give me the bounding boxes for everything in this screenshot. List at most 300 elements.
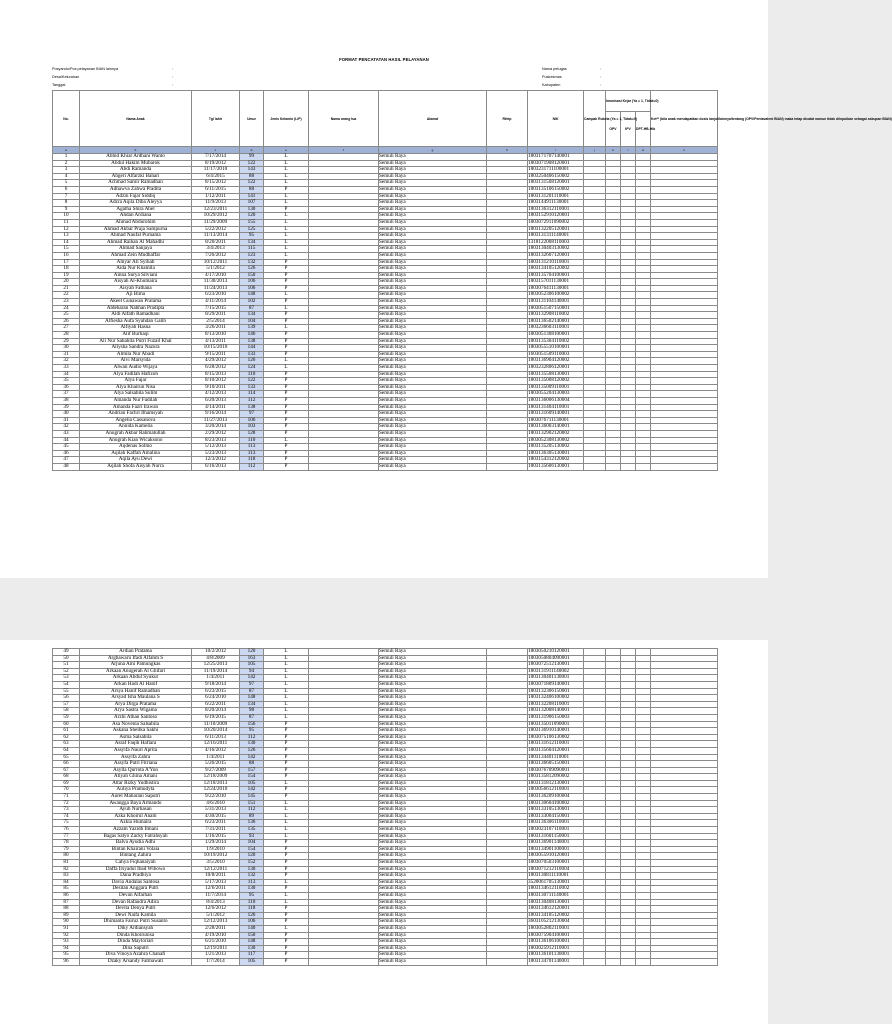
cell-alamat: Semuli Raya: [379, 919, 487, 926]
cell-rt-rw: [487, 160, 528, 167]
cell-ipv: [621, 675, 636, 682]
cell-alamat: Semuli Raya: [379, 213, 487, 220]
cell-opv: [606, 154, 621, 161]
cell-rt-rw: [487, 186, 528, 193]
cell-ipv: [621, 193, 636, 200]
cell-rt-rw: [487, 714, 528, 721]
cell-tgl-lahir: 5/17/2013: [192, 879, 240, 886]
cell-campak: [584, 668, 606, 675]
cell-ket: [651, 655, 718, 662]
cell-alamat: Semuli Raya: [379, 345, 487, 352]
cell-alamat: Semuli Raya: [379, 239, 487, 246]
cell-dpt: [636, 239, 651, 246]
cell-jenis-kelamin: L: [264, 305, 309, 312]
cell-nama: Aji Bima: [80, 292, 192, 299]
cell-opv: [606, 780, 621, 787]
cell-jenis-kelamin: L: [264, 437, 309, 444]
cell-nama-orang-tua: [309, 945, 379, 952]
cell-tgl-lahir: 7/26/2012: [192, 252, 240, 259]
cell-ipv: [621, 457, 636, 464]
cell-alamat: Semuli Raya: [379, 246, 487, 253]
cell-nik: 1803136209100004: [528, 794, 584, 801]
cell-nama-orang-tua: [309, 886, 379, 893]
cell-dpt: [636, 879, 651, 886]
cell-ket: [651, 444, 718, 451]
cell-alamat: Semuli Raya: [379, 154, 487, 161]
cell-alamat: Semuli Raya: [379, 325, 487, 332]
cell-opv: [606, 160, 621, 167]
cell-campak: [584, 695, 606, 702]
cell-nik: 1803072512130001: [528, 662, 584, 669]
cell-no: 1: [53, 154, 80, 161]
cell-ket: [651, 846, 718, 853]
cell-dpt: [636, 444, 651, 451]
cell-tgl-lahir: 8/4/2013: [192, 899, 240, 906]
cell-opv: [606, 879, 621, 886]
cell-dpt: [636, 345, 651, 352]
cell-nik: 1803052802110001: [528, 925, 584, 932]
cell-alamat: Semuli Raya: [379, 160, 487, 167]
cell-campak: [584, 734, 606, 741]
cell-nama: Dhimanta Fairuz Putri Susanto: [80, 919, 192, 926]
cell-nama: Alfiyah Hasna: [80, 325, 192, 332]
cell-nik: 1803056612110001: [528, 787, 584, 794]
cell-nama: Azka Khoirul Anam: [80, 813, 192, 820]
cell-nik: 1803136910140001: [528, 728, 584, 735]
cell-campak: [584, 754, 606, 761]
cell-nik: 1803052308130002: [528, 437, 584, 444]
cell-ipv: [621, 397, 636, 404]
cell-tgl-lahir: 5/26/2015: [192, 761, 240, 768]
cell-nik: 1803136006130004: [528, 397, 584, 404]
cell-nama-orang-tua: [309, 332, 379, 339]
cell-no: 35: [53, 378, 80, 385]
cell-ket: [651, 404, 718, 411]
cell-opv: [606, 827, 621, 834]
cell-nik: 1803133004150001: [528, 813, 584, 820]
cell-nama: Attar Rizky Yudhistira: [80, 780, 192, 787]
cell-ket: [651, 708, 718, 715]
cell-jenis-kelamin: L: [264, 226, 309, 233]
cell-dpt: [636, 378, 651, 385]
cell-campak: [584, 213, 606, 220]
header-colon: :: [600, 75, 602, 79]
cell-jenis-kelamin: P: [264, 186, 309, 193]
cell-rt-rw: [487, 246, 528, 253]
cell-alamat: Semuli Raya: [379, 279, 487, 286]
cell-opv: [606, 681, 621, 688]
cell-campak: [584, 332, 606, 339]
cell-dpt: [636, 767, 651, 774]
cell-nama-orang-tua: [309, 463, 379, 470]
cell-alamat: Semuli Raya: [379, 708, 487, 715]
cell-tgl-lahir: 3/20/2014: [192, 424, 240, 431]
cell-nama: Almila Nur Abadi: [80, 351, 192, 358]
cell-jenis-kelamin: P: [264, 939, 309, 946]
cell-nik: 1803076411130001: [528, 285, 584, 292]
cell-opv: [606, 312, 621, 319]
column-index-cell: i: [528, 147, 584, 154]
cell-alamat: Semuli Raya: [379, 892, 487, 899]
cell-nama-orang-tua: [309, 767, 379, 774]
cell-nik: 1803250406150002: [528, 173, 584, 180]
cell-dpt: [636, 365, 651, 372]
cell-alamat: Semuli Raya: [379, 741, 487, 748]
cell-tgl-lahir: 3/5/2010: [192, 860, 240, 867]
cell-nik: 1803131508120001: [528, 180, 584, 187]
cell-opv: [606, 186, 621, 193]
cell-ipv: [621, 853, 636, 860]
cell-alamat: Semuli Raya: [379, 259, 487, 266]
cell-nama: Dzaky Arsandy Fatmawati: [80, 958, 192, 965]
cell-nama: Ahmad Zein Mudhaffar: [80, 252, 192, 259]
cell-rt-rw: [487, 945, 528, 952]
cell-nik: 1803134612110002: [528, 886, 584, 893]
cell-nama: Devan Alfarhan: [80, 892, 192, 899]
cell-campak: [584, 384, 606, 391]
cell-tgl-lahir: 11/17/2010: [192, 167, 240, 174]
cell-tgl-lahir: 11/10/2009: [192, 721, 240, 728]
cell-opv: [606, 206, 621, 213]
cell-nama-orang-tua: [309, 820, 379, 827]
cell-nama-orang-tua: [309, 312, 379, 319]
cell-nik: 1803135009110001: [528, 384, 584, 391]
cell-jenis-kelamin: P: [264, 312, 309, 319]
cell-dpt: [636, 193, 651, 200]
cell-ket: [651, 945, 718, 952]
cell-ket: [651, 226, 718, 233]
column-index-cell: m: [636, 147, 651, 154]
cell-ipv: [621, 463, 636, 470]
cell-dpt: [636, 721, 651, 728]
cell-no: 52: [53, 668, 80, 675]
cell-nama: Abgeri Alfarzki Bahari: [80, 173, 192, 180]
cell-ket: [651, 417, 718, 424]
cell-no: 75: [53, 820, 80, 827]
cell-umur: 87: [240, 688, 264, 695]
cell-alamat: Semuli Raya: [379, 721, 487, 728]
cell-dpt: [636, 358, 651, 365]
cell-nama: Alya Fajar: [80, 378, 192, 385]
cell-nama-orang-tua: [309, 345, 379, 352]
cell-alamat: Semuli Raya: [379, 767, 487, 774]
cell-ipv: [621, 312, 636, 319]
cell-no: 54: [53, 681, 80, 688]
cell-nik: 1803023107110001: [528, 827, 584, 834]
cell-dpt: [636, 688, 651, 695]
cell-nik: 1803132406100002: [528, 695, 584, 702]
cell-ipv: [621, 292, 636, 299]
cell-jenis-kelamin: L: [264, 649, 309, 656]
cell-alamat: Semuli Raya: [379, 873, 487, 880]
cell-opv: [606, 899, 621, 906]
cell-ket: [651, 200, 718, 207]
cell-rt-rw: [487, 397, 528, 404]
cell-ket: [651, 721, 718, 728]
cell-rt-rw: [487, 873, 528, 880]
table-row: [53, 463, 718, 470]
cell-tgl-lahir: 6/20/2013: [192, 397, 240, 404]
cell-jenis-kelamin: P: [264, 958, 309, 965]
cell-nama-orang-tua: [309, 292, 379, 299]
cell-campak: [584, 886, 606, 893]
cell-no: 43: [53, 430, 80, 437]
cell-jenis-kelamin: P: [264, 741, 309, 748]
cell-nama: Alfiesha Aufa Syahdan Galih: [80, 318, 192, 325]
cell-tgl-lahir: 11/24/2013: [192, 285, 240, 292]
cell-nama: Bintan Khairani Volaia: [80, 846, 192, 853]
cell-nama-orang-tua: [309, 397, 379, 404]
cell-nama-orang-tua: [309, 873, 379, 880]
cell-umur: 93: [240, 833, 264, 840]
cell-nama: Alif Burhaqi: [80, 332, 192, 339]
cell-ket: [651, 371, 718, 378]
cell-nik: 1803136904120002: [528, 358, 584, 365]
cell-rt-rw: [487, 457, 528, 464]
cell-opv: [606, 404, 621, 411]
cell-nama: Daffa Irsyadul Ibad Wibowo: [80, 866, 192, 873]
cell-ipv: [621, 444, 636, 451]
cell-dpt: [636, 866, 651, 873]
cell-nik: 1803051308100001: [528, 332, 584, 339]
header-label-puskesmas: Puskesmas: [542, 75, 562, 79]
cell-jenis-kelamin: P: [264, 945, 309, 952]
cell-nama: Anugrah Kian Wicaksono: [80, 437, 192, 444]
cell-no: 83: [53, 873, 80, 880]
cell-jenis-kelamin: L: [264, 167, 309, 174]
cell-opv: [606, 695, 621, 702]
cell-campak: [584, 761, 606, 768]
cell-no: 45: [53, 444, 80, 451]
cell-rt-rw: [487, 649, 528, 656]
cell-jenis-kelamin: L: [264, 365, 309, 372]
cell-no: 4: [53, 173, 80, 180]
cell-umur: 112: [240, 463, 264, 470]
cell-no: 92: [53, 932, 80, 939]
cell-ipv: [621, 417, 636, 424]
cell-opv: [606, 345, 621, 352]
cell-tgl-lahir: 4/12/2013: [192, 391, 240, 398]
cell-jenis-kelamin: P: [264, 906, 309, 913]
cell-nama: Cahya Fiqhanaiyah: [80, 860, 192, 867]
cell-nama: Adzra Aqila Diba Aleyya: [80, 200, 192, 207]
cell-ipv: [621, 371, 636, 378]
cell-ket: [651, 318, 718, 325]
cell-rt-rw: [487, 701, 528, 708]
cell-umur: 142: [240, 787, 264, 794]
cell-ket: [651, 892, 718, 899]
cell-rt-rw: [487, 754, 528, 761]
cell-campak: [584, 345, 606, 352]
cell-tgl-lahir: 5/12/2013: [192, 444, 240, 451]
cell-nama-orang-tua: [309, 708, 379, 715]
col-header-jk: Jenis Kelamin (L/P): [264, 91, 309, 147]
col-header-dpt: DPT-HB-Hib: [636, 112, 651, 147]
cell-ipv: [621, 708, 636, 715]
cell-umur: 133: [240, 384, 264, 391]
cell-jenis-kelamin: P: [264, 860, 309, 867]
cell-opv: [606, 912, 621, 919]
column-index-cell: l: [621, 147, 636, 154]
cell-campak: [584, 299, 606, 306]
cell-nama-orang-tua: [309, 912, 379, 919]
cell-nama: Azkia Humaira: [80, 820, 192, 827]
cell-ipv: [621, 833, 636, 840]
cell-umur: 98: [240, 708, 264, 715]
cell-nik: 1803152910120001: [528, 213, 584, 220]
cell-nik: 1803136305130001: [528, 450, 584, 457]
cell-jenis-kelamin: P: [264, 391, 309, 398]
cell-alamat: Semuli Raya: [379, 800, 487, 807]
cell-jenis-kelamin: L: [264, 154, 309, 161]
cell-campak: [584, 285, 606, 292]
cell-ipv: [621, 925, 636, 932]
cell-ipv: [621, 246, 636, 253]
col-header-tgl: Tgl lahir: [192, 91, 240, 147]
cell-rt-rw: [487, 219, 528, 226]
cell-nama-orang-tua: [309, 892, 379, 899]
cell-campak: [584, 939, 606, 946]
cell-jenis-kelamin: P: [264, 463, 309, 470]
cell-nik: 1803131104140001: [528, 299, 584, 306]
cell-nama: Amanda Nur Fadilah: [80, 397, 192, 404]
cell-tgl-lahir: 10/12/2011: [192, 259, 240, 266]
cell-dpt: [636, 285, 651, 292]
cell-tgl-lahir: 4/14/2011: [192, 404, 240, 411]
cell-nama: Aida Nur Khamila: [80, 266, 192, 273]
cell-ipv: [621, 391, 636, 398]
cell-nama: Agatha Shira Abel: [80, 206, 192, 213]
cell-nama-orang-tua: [309, 649, 379, 656]
cell-no: 71: [53, 794, 80, 801]
col-header-ortu: Nama orang tua: [309, 91, 379, 147]
cell-rt-rw: [487, 912, 528, 919]
cell-umur: 104: [240, 318, 264, 325]
cell-no: 58: [53, 708, 80, 715]
cell-dpt: [636, 457, 651, 464]
cell-opv: [606, 424, 621, 431]
cell-alamat: Semuli Raya: [379, 318, 487, 325]
cell-alamat: Semuli Raya: [379, 424, 487, 431]
cell-ket: [651, 807, 718, 814]
cell-nama-orang-tua: [309, 787, 379, 794]
cell-ket: [651, 305, 718, 312]
cell-dpt: [636, 279, 651, 286]
cell-ipv: [621, 747, 636, 754]
header-colon: :: [172, 83, 174, 87]
cell-dpt: [636, 906, 651, 913]
cell-nama-orang-tua: [309, 167, 379, 174]
cell-ipv: [621, 219, 636, 226]
cell-campak: [584, 787, 606, 794]
cell-opv: [606, 338, 621, 345]
cell-umur: 88: [240, 173, 264, 180]
table-row: [53, 252, 718, 259]
cell-dpt: [636, 259, 651, 266]
cell-no: 19: [53, 272, 80, 279]
cell-umur: 152: [240, 860, 264, 867]
cell-rt-rw: [487, 239, 528, 246]
cell-nik: 1803236603110001: [528, 325, 584, 332]
cell-no: 9: [53, 206, 80, 213]
cell-jenis-kelamin: L: [264, 695, 309, 702]
cell-nik: 1803131609140001: [528, 411, 584, 418]
cell-umur: 135: [240, 827, 264, 834]
cell-rt-rw: [487, 721, 528, 728]
cell-rt-rw: [487, 734, 528, 741]
cell-ipv: [621, 655, 636, 662]
cell-tgl-lahir: 11/9/2013: [192, 200, 240, 207]
cell-umur: 106: [240, 279, 264, 286]
cell-umur: 126: [240, 266, 264, 273]
cell-opv: [606, 952, 621, 959]
cell-alamat: Semuli Raya: [379, 193, 487, 200]
cell-jenis-kelamin: P: [264, 747, 309, 754]
cell-nama: Alnyar Ali Syihab: [80, 259, 192, 266]
cell-opv: [606, 457, 621, 464]
cell-opv: [606, 668, 621, 675]
cell-jenis-kelamin: P: [264, 774, 309, 781]
cell-ket: [651, 411, 718, 418]
cell-jenis-kelamin: P: [264, 761, 309, 768]
cell-dpt: [636, 728, 651, 735]
cell-rt-rw: [487, 279, 528, 286]
cell-jenis-kelamin: L: [264, 681, 309, 688]
cell-nama: Ahmad Sanjaya: [80, 246, 192, 253]
cell-ipv: [621, 351, 636, 358]
cell-dpt: [636, 404, 651, 411]
cell-campak: [584, 424, 606, 431]
header-colon: :: [600, 67, 602, 71]
cell-tgl-lahir: 6/23/2015: [192, 688, 240, 695]
cell-campak: [584, 457, 606, 464]
cell-no: 67: [53, 767, 80, 774]
cell-ipv: [621, 252, 636, 259]
cell-nik: 1803130403130002: [528, 246, 584, 253]
cell-tgl-lahir: 12/16/2011: [192, 741, 240, 748]
cell-rt-rw: [487, 233, 528, 240]
cell-campak: [584, 701, 606, 708]
cell-umur: 95: [240, 233, 264, 240]
cell-umur: 157: [240, 767, 264, 774]
cell-ipv: [621, 945, 636, 952]
cell-dpt: [636, 384, 651, 391]
cell-jenis-kelamin: P: [264, 338, 309, 345]
cell-ipv: [621, 662, 636, 669]
cell-rt-rw: [487, 833, 528, 840]
cell-rt-rw: [487, 266, 528, 273]
cell-campak: [584, 305, 606, 312]
cell-ipv: [621, 167, 636, 174]
cell-umur: 88: [240, 761, 264, 768]
cell-alamat: Semuli Raya: [379, 180, 487, 187]
cell-ipv: [621, 912, 636, 919]
cell-no: 14: [53, 239, 80, 246]
cell-umur: 136: [240, 820, 264, 827]
cell-opv: [606, 741, 621, 748]
cell-opv: [606, 833, 621, 840]
cell-ket: [651, 285, 718, 292]
cell-umur: 154: [240, 774, 264, 781]
cell-nama: Arkaan Abdul Syukur: [80, 675, 192, 682]
cell-dpt: [636, 430, 651, 437]
cell-alamat: Semuli Raya: [379, 774, 487, 781]
cell-umur: 123: [240, 252, 264, 259]
cell-nik: 1803135304110002: [528, 338, 584, 345]
cell-ipv: [621, 154, 636, 161]
cell-nama: Arsya Hanif Ramadhan: [80, 688, 192, 695]
cell-nik: 1803134901100001: [528, 846, 584, 853]
